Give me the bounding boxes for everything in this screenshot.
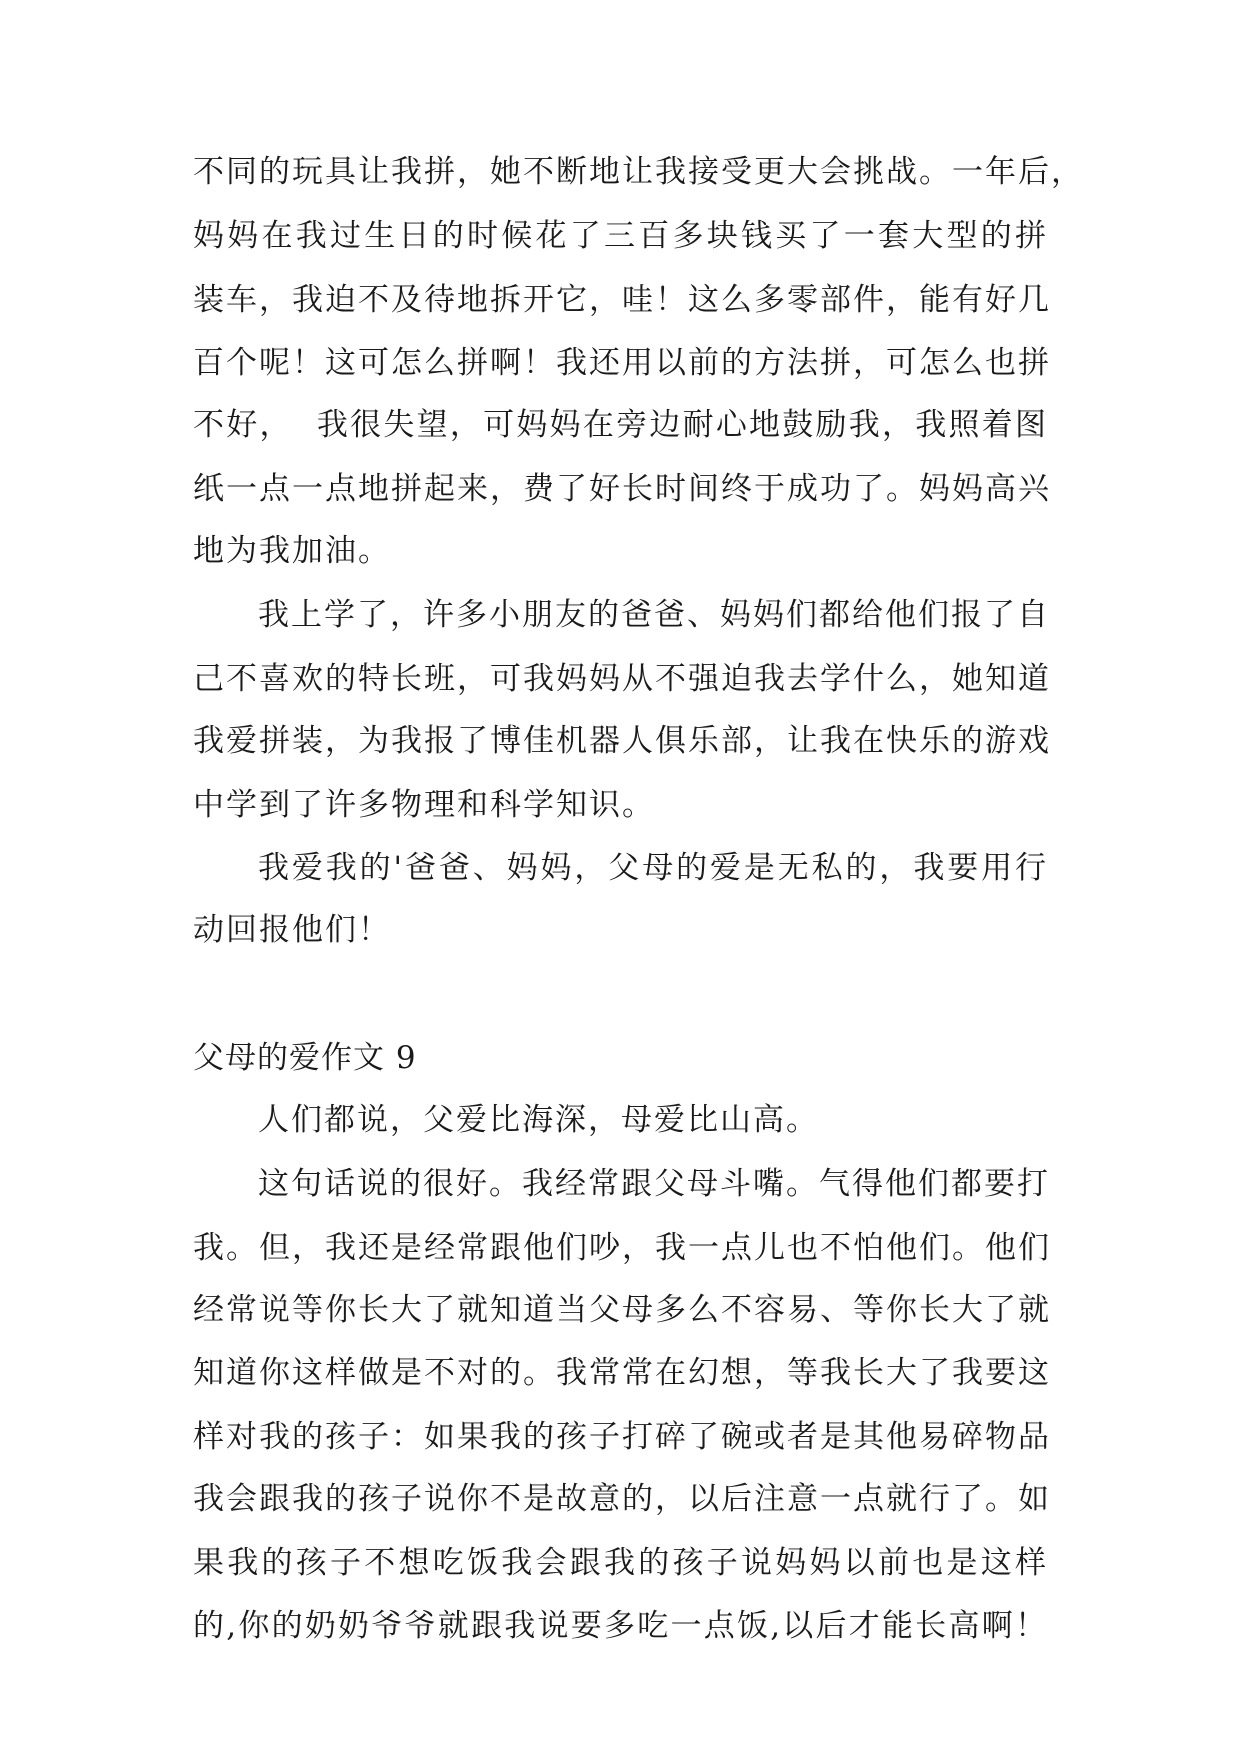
paragraph-line: 经常说等你长大了就知道当父母多么不容易、等你长大了就 bbox=[193, 1292, 1051, 1328]
paragraph-line: 地为我加油。 bbox=[193, 533, 391, 569]
paragraph-line: 人们都说，父爱比海深，母爱比山高。 bbox=[258, 1102, 819, 1138]
paragraph-line: 这句话说的很好。我经常跟父母斗嘴。气得他们都要打 bbox=[258, 1166, 1050, 1202]
paragraph-line: 中学到了许多物理和科学知识。 bbox=[193, 787, 655, 823]
paragraph-line: 纸一点一点地拼起来，费了好长时间终于成功了。妈妈高兴 bbox=[193, 471, 1051, 507]
section-heading: 父母的爱作文 9 bbox=[193, 1040, 417, 1076]
paragraph-line: 我爱我的'爸爸、妈妈，父母的爱是无私的，我要用行 bbox=[258, 850, 1048, 886]
paragraph-line: 动回报他们！ bbox=[193, 912, 391, 948]
paragraph-line: 不好， 我很失望，可妈妈在旁边耐心地鼓励我，我照着图 bbox=[193, 407, 1048, 443]
paragraph-line: 装车，我迫不及待地拆开它，哇！这么多零部件，能有好几 bbox=[193, 282, 1051, 318]
paragraph-line: 果我的孩子不想吃饭我会跟我的孩子说妈妈以前也是这样 bbox=[193, 1545, 1048, 1581]
paragraph-line: 的,你的奶奶爷爷就跟我说要多吃一点饭,以后才能长高啊！ bbox=[193, 1608, 1048, 1644]
paragraph-line: 我会跟我的孩子说你不是故意的，以后注意一点就行了。如 bbox=[193, 1481, 1051, 1517]
paragraph-line: 样对我的孩子：如果我的孩子打碎了碗或者是其他易碎物品 bbox=[193, 1419, 1051, 1455]
paragraph-line: 我上学了，许多小朋友的爸爸、妈妈们都给他们报了自 bbox=[258, 597, 1050, 633]
paragraph-line: 百个呢！这可怎么拼啊！我还用以前的方法拼，可怎么也拼 bbox=[193, 345, 1051, 381]
paragraph-line: 我。但，我还是经常跟他们吵，我一点儿也不怕他们。他们 bbox=[193, 1230, 1051, 1266]
paragraph-line: 我爱拼装，为我报了博佳机器人俱乐部，让我在快乐的游戏 bbox=[193, 723, 1051, 759]
paragraph-line: 不同的玩具让我拼，她不断地让我接受更大会挑战。一年后， bbox=[193, 154, 1084, 190]
paragraph-line: 知道你这样做是不对的。我常常在幻想，等我长大了我要这 bbox=[193, 1355, 1051, 1391]
paragraph-line: 妈妈在我过生日的时候花了三百多块钱买了一套大型的拼 bbox=[193, 218, 1048, 254]
paragraph-line: 己不喜欢的特长班，可我妈妈从不强迫我去学什么，她知道 bbox=[193, 661, 1051, 697]
